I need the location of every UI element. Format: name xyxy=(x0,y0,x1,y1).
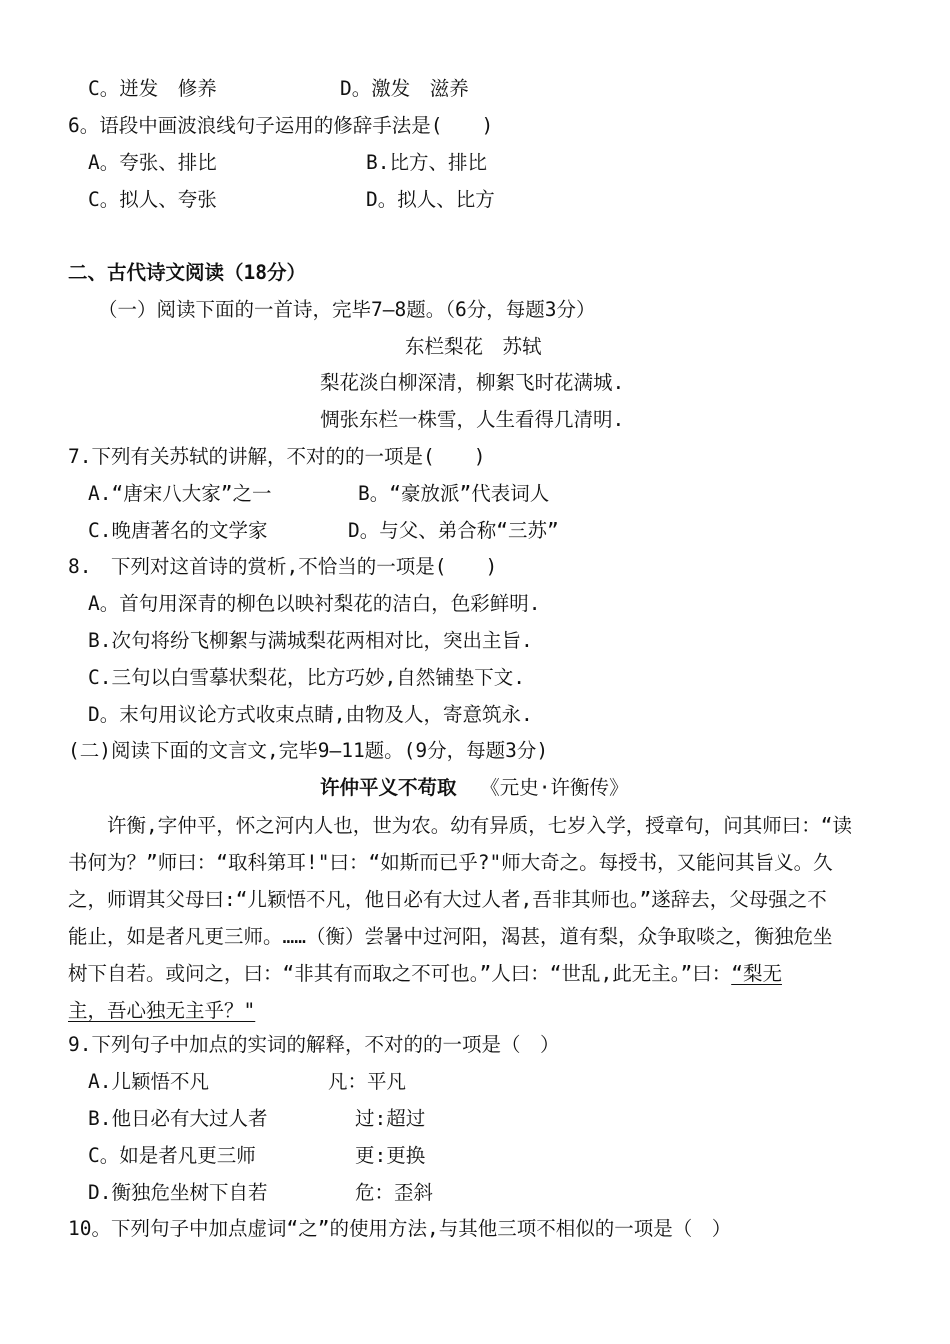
q9-option-d-gloss: 危：歪斜 xyxy=(355,1181,434,1204)
q5-option-c: C。迸发 修养 xyxy=(88,77,217,100)
q6-option-d: D。拟人、比方 xyxy=(366,188,495,211)
q9-stem: 9.下列句子中加点的实词的解释，不对的的一项是（ ） xyxy=(68,1033,560,1056)
poem-title: 东栏梨花 苏轼 xyxy=(405,335,542,358)
q8-option-c: C.三句以白雪摹状梨花，比方巧妙,自然铺垫下文. xyxy=(88,666,525,689)
q6-option-c: C。拟人、夸张 xyxy=(88,188,217,211)
passage-line-2: 书何为？”师曰：“取科第耳!"曰：“如斯而已乎?"师大奇之。每授书，又能问其旨义。久 xyxy=(68,851,833,874)
q9-option-b-gloss: 过:超过 xyxy=(355,1107,426,1130)
poem-line-1: 梨花淡白柳深清，柳絮飞时花满城. xyxy=(320,371,625,394)
q7-option-d: D。与父、弟合称“三苏” xyxy=(348,519,559,542)
part1-intro: （一）阅读下面的一首诗，完毕7—8题。（6分，每题3分） xyxy=(98,298,596,321)
passage-source: 《元史·许衡传》 xyxy=(480,776,629,799)
q7-option-b: B。“豪放派”代表词人 xyxy=(358,482,550,505)
q9-option-d: D.衡独危坐树下自若 xyxy=(88,1181,268,1204)
section-heading: 二、古代诗文阅读（18分） xyxy=(68,261,306,284)
passage-line-5: 树下自若。或问之，曰：“非其有而取之不可也。”人曰：“世乱,此无主。”曰： xyxy=(68,962,732,985)
part2-intro: (二)阅读下面的文言文,完毕9—11题。(9分，每题3分) xyxy=(68,739,549,762)
q8-stem: 8. 下列对这首诗的赏析,不恰当的一项是( ) xyxy=(68,555,498,578)
q6-option-b: B.比方、排比 xyxy=(366,151,487,174)
q6-option-a: A。夸张、排比 xyxy=(88,151,217,174)
passage-title: 许仲平义不苟取 xyxy=(320,776,457,799)
q7-stem: 7.下列有关苏轼的讲解，不对的的一项是( ) xyxy=(68,445,486,468)
q7-option-c: C.晚唐著名的文学家 xyxy=(88,519,268,542)
passage-line-4: 能止，如是者凡更三师。……（衡）尝暑中过河阳，渴甚，道有梨，众争取啖之，衡独危坐 xyxy=(68,925,833,948)
poem-line-2: 惆张东栏一株雪，人生看得几清明. xyxy=(320,408,625,431)
q9-option-b: B.他日必有大过人者 xyxy=(88,1107,268,1130)
q9-option-c: C。如是者凡更三师 xyxy=(88,1144,256,1167)
q8-option-b: B.次句将纷飞柳絮与满城梨花两相对比，突出主旨. xyxy=(88,629,533,652)
q8-option-d: D。末句用议论方式收束点睛,由物及人，寄意筑永. xyxy=(88,703,533,726)
passage-line-1: 许衡,字仲平，怀之河内人也，世为农。幼有异质，七岁入学，授章句，问其师曰：“读 xyxy=(68,814,852,837)
q9-option-a: A.儿颖悟不凡 xyxy=(88,1070,209,1093)
q6-stem: 6。语段中画波浪线句子运用的修辞手法是( ) xyxy=(68,114,494,137)
q8-option-a: A。首句用深青的柳色以映衬梨花的洁白，色彩鲜明. xyxy=(88,592,541,615)
q5-option-d: D。激发 滋养 xyxy=(340,77,469,100)
underlined-sentence-start: “梨无 xyxy=(731,962,782,985)
q9-option-a-gloss: 凡：平凡 xyxy=(328,1070,407,1093)
q10-stem: 10。下列句子中加点虚词“之”的使用方法,与其他三项不相似的一项是（ ） xyxy=(68,1217,732,1240)
passage-line-3: 之，师谓其父母曰:“儿颖悟不凡，他日必有大过人者,吾非其师也。”遂辞去，父母强之不 xyxy=(68,888,827,911)
underlined-sentence-end: 主，吾心独无主乎？" xyxy=(68,999,256,1022)
q7-option-a: A.“唐宋八大家”之一 xyxy=(88,482,272,505)
q9-option-c-gloss: 更:更换 xyxy=(355,1144,426,1167)
